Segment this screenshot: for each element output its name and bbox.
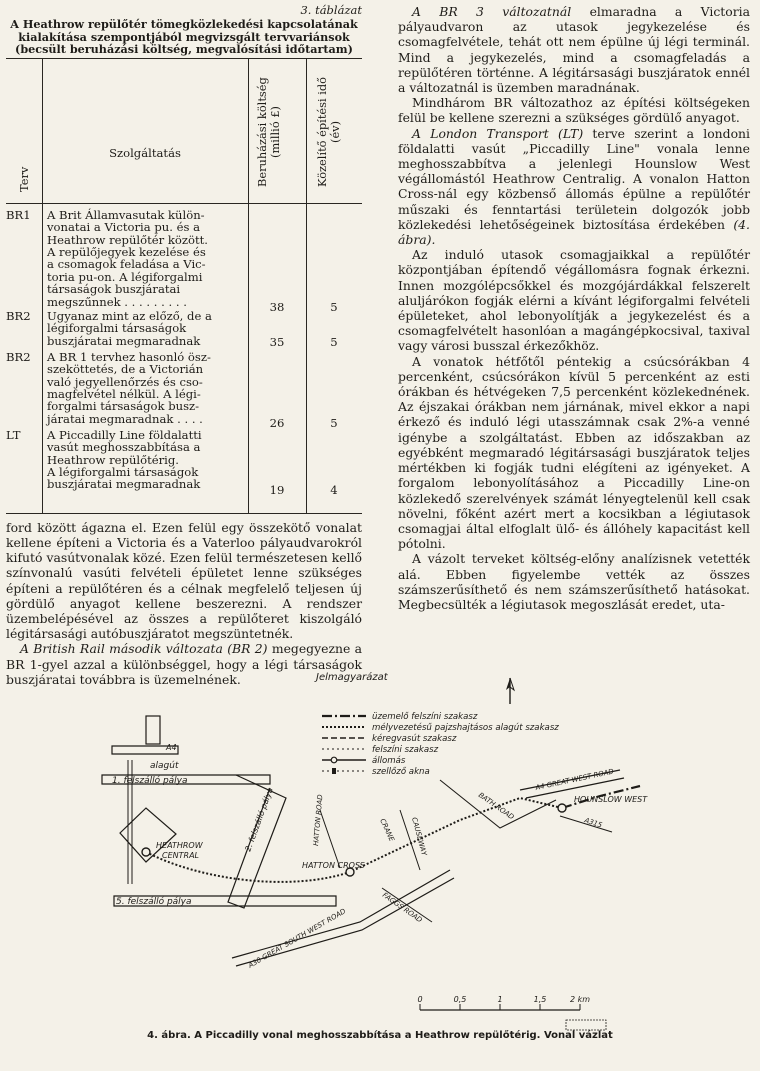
figure-caption: 4. ábra. A Piccadilly vonal meghosszabbítása a Heathrow repülőtérig. Vonal vázlat (147, 1030, 613, 1041)
map-label-tunnel: alagút (150, 761, 179, 771)
right-paragraph-5: A vonatok hétfőtől péntekig a csúcsórákban 4 percenként, csúcsórákon kívül 5 percenként az esti órákban és hétvégeken 7,5 percenként közlekednének. Az éjszakai órákban nem járnának, mivel ekkor a napi érkező és induló légi utasszámnak csak 2%-a venné igénybe a szolgáltatást. Ebben az időszakban az egyébként megmaradó légitársasági buszjáratok teljes mértékben ki fogják tudni elégíteni az igényeket. A forgalom lebonyolításához a Piccadilly Line-on közlekedő szerelvények számát lényegtelenül kell csak növelni, főként azért mert a kocsikban a légiutasok csomagjai által elfoglalt ülő- és állóhely kapacitást kell pótolni. (398, 353, 750, 552)
map-label-bath-road: BATH ROAD (476, 791, 516, 822)
service-line: buszjáratai megmaradnak (47, 333, 201, 348)
emphasis: A British Rail második változata (BR 2) (20, 641, 268, 657)
service-line: Ugyanaz mint az előző, de a (47, 308, 212, 323)
header-service: Szolgáltatás (109, 145, 181, 160)
ventilation-shaft-icon (332, 768, 336, 774)
legend-item: kéregvasút szakasz (372, 734, 457, 744)
row-code: BR1 (6, 207, 31, 222)
emphasis: A London Transport (LT) (412, 125, 584, 141)
paragraph-text: elmaradna a Victoria pályaudvaron az utasok jegykezelése és csomagfelvétele, tehát ott nem épülne új légi terminál. Mind a jegykezelés, mind a csomagfeladás a repülőtéren történne. A légitársasági buszjáratok ennél a változatnál is üzemben maradnának. (398, 4, 750, 96)
station-heathrow-central (142, 848, 150, 856)
service-line: forgalmi társaságok busz- (47, 399, 200, 414)
service-line: A repülőjegyek kezelése és (47, 245, 206, 259)
scale-label: 0 (417, 995, 423, 1004)
table-title-line: A Heathrow repülőtér tömegközlekedési kapcsolatának (10, 17, 358, 31)
service-line: Heathrow repülőtérig. (47, 452, 179, 467)
row-time: 5 (330, 334, 338, 349)
map-label-hatton-road: HATTON ROAD (312, 794, 325, 847)
service-line: vonatai a Victoria pu. és a (47, 220, 200, 235)
table-label: 3. táblázat (300, 3, 362, 17)
row-cost: 19 (269, 482, 285, 497)
right-paragraph-4: Az induló utasok csomagjaikkal a repülőtér központjában építendő végállomásra fognak érkezni. Innen mozgólépcsőkkel és mozgójárdákkal felszerelt aluljárókon fogják elérni a kívánt légiforgalmi felvételi épületeket, ahol lebonyolítják a jegykezelést és a csomagfelvételt hasonlóan a magángépkocsival, taxival vagy városi busszal érkezőkhöz. (398, 247, 750, 354)
service-line: megszűnnek . . . . . . . . . (47, 294, 187, 309)
service-line: A Brit Államvasutak külön- (47, 207, 205, 222)
service-line: légiforgalmi társaságok (47, 321, 187, 336)
map-label-great-south-west-road: A30 GREAT SOUTH WEST ROAD (247, 907, 348, 970)
row-cost: 35 (269, 334, 285, 349)
service-line: Heathrow repülőtér között. (47, 232, 208, 247)
row-cost: 26 (269, 415, 285, 430)
emphasis: A BR 3 változatnál (412, 4, 572, 19)
map-label-runway-5: 5. felszálló pálya (116, 897, 192, 907)
map-label-crane: CRANE (378, 817, 396, 843)
right-paragraph-6: A vázolt terveket költség-előny analízisnek vetették alá. Ebben figyelembe vették az összes számszerűsíthető és nem számszerűsíthető hatásokat. Megbecsülték a légiutasok megoszlását eredet, uta- (398, 551, 750, 612)
service-line: társaságok buszjáratai (47, 282, 181, 297)
row-service (47, 310, 244, 347)
legend-item: szellőző akna (372, 767, 430, 777)
row-time: 5 (330, 299, 338, 314)
legend-item: mélyvezetésű pajzshajtásos alagút szakasz (372, 723, 559, 733)
row-code: LT (6, 427, 21, 442)
map-label-a4-great-west-road: A4 GREAT WEST ROAD (534, 767, 615, 792)
route-map (0, 670, 760, 1038)
row-code: BR2 (6, 349, 31, 364)
row-cost: 38 (269, 299, 285, 314)
right-column (398, 4, 750, 612)
left-column (6, 4, 362, 687)
service-line: magfelvétel nélkül. A légi- (47, 387, 201, 401)
plan-table (6, 58, 362, 514)
service-line: szeköttetés, de a Victorián (47, 362, 204, 377)
legend-item: állomás (372, 756, 406, 766)
header-plan: Terv (17, 166, 31, 192)
table-title-line: (becsült beruházási költség, megvalósítási időtartam) (15, 42, 353, 57)
table-title (6, 18, 362, 56)
map-label-hatton-cross: HATTON CROSS (302, 861, 365, 870)
row-service (47, 429, 244, 491)
map-label-runway-diagonal: 2. felszálló pálya (243, 786, 275, 853)
scale-label: 1,5 (533, 995, 547, 1004)
station-icon (331, 757, 337, 763)
map-label-a315: A315 (583, 816, 604, 830)
row-time: 5 (330, 415, 338, 430)
right-paragraph-1 (398, 4, 750, 95)
scale-label: 0,5 (453, 995, 467, 1004)
legend (322, 712, 559, 777)
paragraph-text: megegyezne a BR 1-gyel azzal a különbséggel, hogy a légi társaságok buszjáratai továbbra is üzemelnének. (6, 641, 363, 687)
scale-bar (417, 995, 590, 1010)
service-line: A BR 1 tervhez hasonló ösz- (47, 349, 211, 364)
row-service (47, 209, 244, 308)
service-line: járatai megmaradnak . . . . (47, 411, 203, 426)
right-paragraph-3 (398, 126, 750, 248)
paragraph-text: terve szerint a londoni földalatti vasút „Piccadilly Line" vonala lenne meghosszabbítva a jelenlegi Hounslow West végállomástól Heathrow Centralig. A vonalon Hatton Cross-nál egy közbenső állomás épülne a repülőtér műszaki és fenntartási területein dolgozók jobb közlekedési lehetőségeinek biztosítása érdekében (398, 125, 750, 232)
map-label-central: CENTRAL (162, 851, 199, 860)
header-cost: Beruházási költség (millió £) (255, 76, 282, 187)
row-service (47, 351, 244, 425)
legend-item: felszíni szakasz (372, 745, 439, 755)
scale-label: 1 (497, 995, 503, 1004)
map-label-hounslow-west: HOUNSLOW WEST (574, 795, 648, 804)
service-line: A Piccadilly Line földalatti (47, 427, 202, 442)
row-time: 4 (330, 482, 338, 497)
figure-reference: (4. ábra). (398, 216, 750, 248)
publisher-stamp (566, 1020, 606, 1030)
right-paragraph-2: Mindhárom BR változathoz az építési költségeken felül be kellene szerezni a szükséges gördülő anyagot. (398, 95, 750, 126)
left-paragraph-1: ford között ágazna el. Ezen felül egy összekötő vonalat kellene építeni a Victoria és a Vaterloo pályaudvarokról kifutó vasútvonalak közé. Ezen felül természetesen kellő színvonalú vasúti felvételi épületet lenne szükséges építeni a repülőtéren és a célnak megfelelő teljesen új gördülő anyagot kellene beszerezni. A rendszer üzembelépésével az összes a repülőteret kiszolgáló légitársasági autóbuszjáratot megszüntetnék. (6, 519, 362, 642)
table-title-line: kialakítása szempontjából megvizsgált tervvariánsok (18, 29, 350, 44)
map-label-runway-1: 1. felszálló pálya (112, 776, 188, 786)
service-line: toria pu-on. A légiforgalmi (47, 269, 203, 284)
map-label-heathrow: HEATHROW (156, 841, 203, 850)
header-time: Közelítő építési idő (év) (315, 76, 342, 187)
service-line: vasút meghosszabbítása a (47, 440, 201, 455)
service-line: A légiforgalmi társaságok (47, 465, 199, 479)
service-line: a csomagok feladása a Vic- (47, 257, 206, 272)
row-code: BR2 (6, 308, 31, 323)
service-line: buszjáratai megmaradnak (47, 477, 201, 492)
scale-label: 2 km (569, 995, 591, 1004)
station-hounslow-west (558, 804, 566, 812)
legend-item: üzemelő felszíni szakasz (372, 712, 478, 722)
service-line: való jegyellenőrzés és cso- (47, 374, 203, 389)
map-label-causeway: CAUSEWAY (410, 816, 428, 857)
legend-title: Jelmagyarázat (316, 672, 388, 683)
north-arrow-icon (506, 678, 514, 704)
map-label-a4: A4 (166, 743, 177, 752)
map-label-faggs-road: FAGGS ROAD (380, 891, 424, 925)
